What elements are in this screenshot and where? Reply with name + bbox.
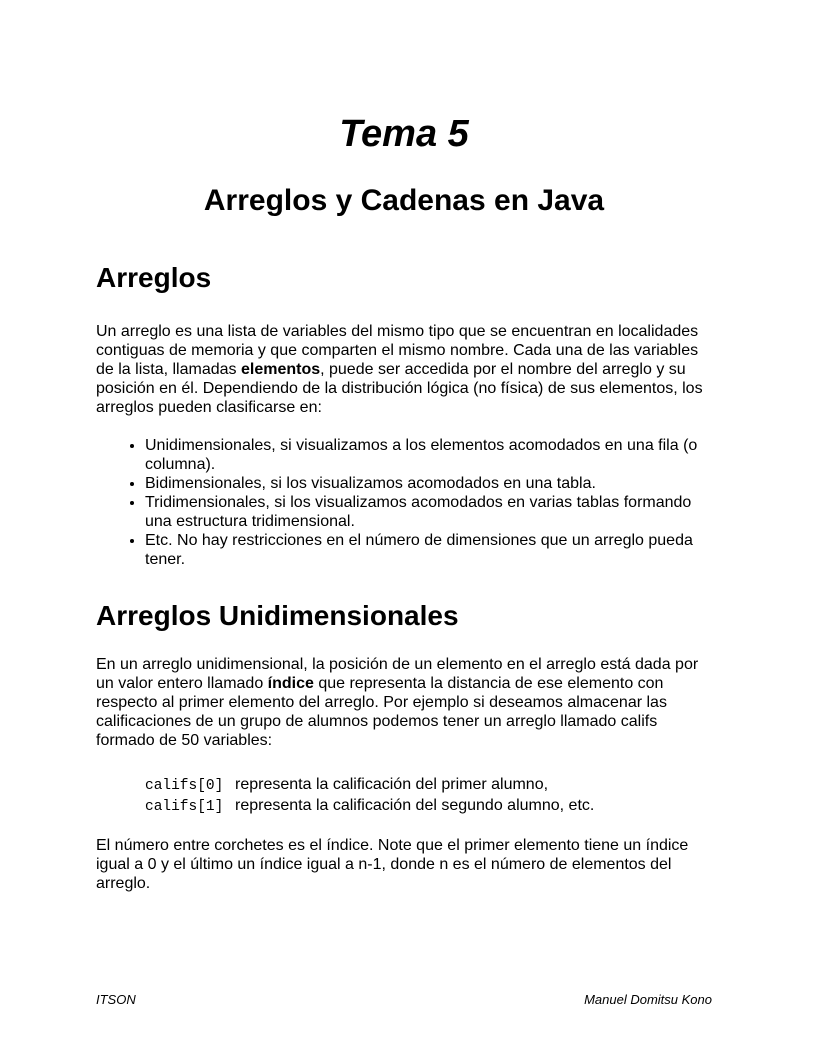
- code-token-califs0: califs[0]: [145, 778, 224, 794]
- section-heading-arreglos-unidimensionales: Arreglos Unidimensionales: [96, 600, 459, 631]
- bold-term-elementos: elementos: [240, 361, 321, 378]
- paragraph-segment: que representa la distancia de ese elemento con respecto al primer elemento del arreglo. Por ejemplo si deseamos almacenar las calificaciones de un grupo de alumnos podemos tener un arreglo llamado califs formado de 50 variables:: [96, 675, 667, 749]
- code-example-block: [96, 775, 712, 817]
- code-line: [145, 775, 712, 796]
- paragraph-arreglos-intro: [96, 322, 712, 417]
- bullet-item-etc: • Etc. No hay restricciones en el número de dimensiones que un arreglo pueda tener.: [145, 531, 712, 569]
- paragraph-segment: , puede ser accedida por el nombre del arreglo y su posición en él. Dependiendo de la distribución lógica (no física) de sus elementos, los arreglos pueden clasificarse en:: [96, 361, 703, 416]
- footer-author: Manuel Domitsu Kono: [584, 992, 712, 1007]
- footer-institution: ITSON: [96, 992, 136, 1007]
- bullet-list-array-types: [96, 436, 712, 569]
- document-title: Tema 5: [339, 113, 469, 155]
- paragraph-segment: Un arreglo es una lista de variables del mismo tipo que se encuentran en localidades contiguas de memoria y que comparten el mismo nombre. Cada una de las variables de la lista, llamadas: [96, 323, 699, 378]
- paragraph-index-explanation: El número entre corchetes es el índice. Note que el primer elemento tiene un índice igual a 0 y el último un índice igual a n-1, donde n es el número de elementos del arreglo.: [96, 837, 689, 892]
- code-line-description: representa la calificación del primer alumno,: [235, 776, 549, 793]
- bold-term-indice: índice: [267, 675, 314, 692]
- bullet-item-bidimensionales: • Bidimensionales, si los visualizamos acomodados en una tabla.: [145, 474, 712, 493]
- document-subtitle: Arreglos y Cadenas en Java: [203, 184, 605, 217]
- bullet-item-tridimensionales: • Tridimensionales, si los visualizamos acomodados en varias tablas formando una estructura tridimensional.: [145, 493, 712, 531]
- bullet-item-unidimensionales: • Unidimensionales, si visualizamos a los elementos acomodados en una fila (o columna).: [145, 436, 712, 474]
- paragraph-unidimensional-intro: [96, 655, 712, 750]
- paragraph-segment: En un arreglo unidimensional, la posición de un elemento en el arreglo está dada por un valor entero llamado: [96, 656, 699, 692]
- document-content: [96, 0, 712, 893]
- section-heading-arreglos: Arreglos: [96, 262, 212, 293]
- code-line-description: representa la calificación del segundo alumno, etc.: [235, 797, 595, 814]
- page-footer: [96, 992, 712, 1007]
- code-line: [145, 796, 712, 817]
- code-token-califs1: califs[1]: [145, 799, 224, 815]
